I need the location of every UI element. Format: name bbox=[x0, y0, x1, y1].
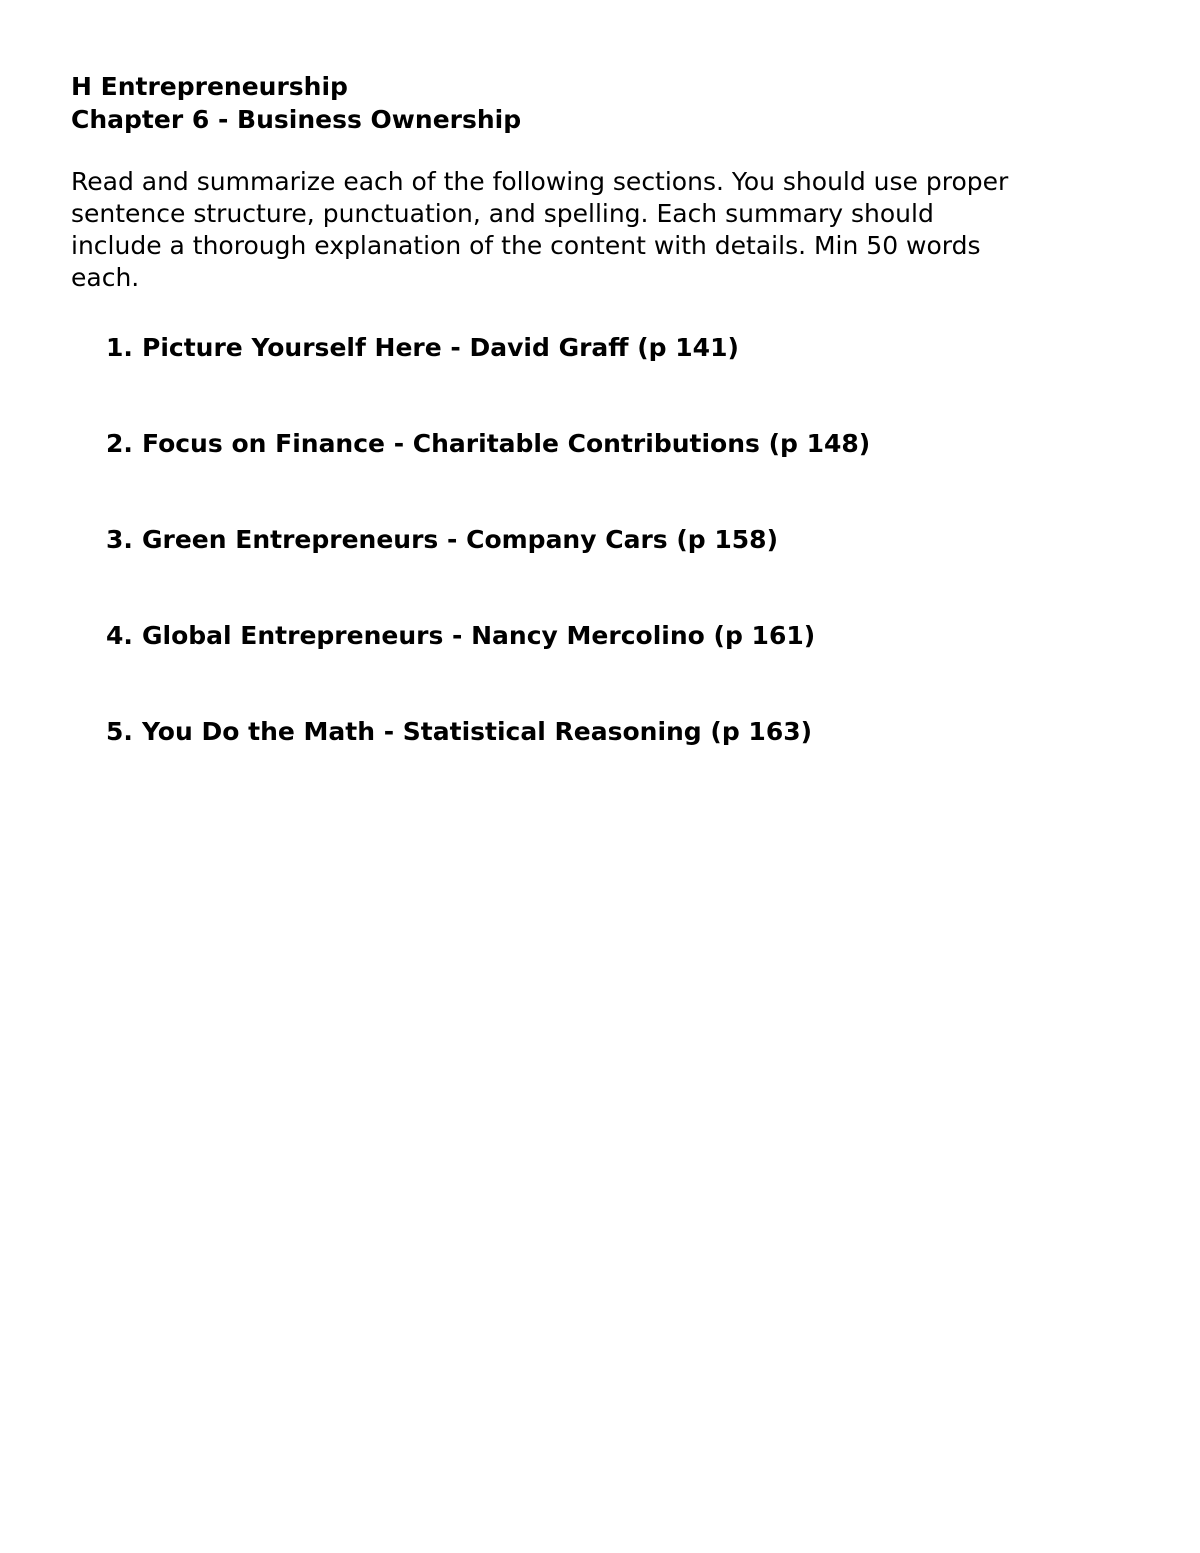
section-number: 3. bbox=[106, 525, 133, 554]
section-item-2 bbox=[106, 427, 1106, 523]
instructions-line: sentence structure, punctuation, and spelling. Each summary should bbox=[71, 199, 934, 228]
section-title: Picture Yourself Here - David Graff (p 141) bbox=[142, 333, 739, 362]
section-item-4 bbox=[106, 619, 1106, 715]
course-title: H Entrepreneurship bbox=[71, 72, 348, 101]
chapter-title: Chapter 6 - Business Ownership bbox=[71, 105, 522, 134]
section-number: 4. bbox=[106, 621, 133, 650]
instructions-line: include a thorough explanation of the content with details. Min 50 words bbox=[71, 231, 981, 260]
section-list bbox=[106, 331, 1106, 811]
section-title: Green Entrepreneurs - Company Cars (p 158) bbox=[142, 525, 778, 554]
document-header bbox=[71, 70, 1131, 136]
section-number: 2. bbox=[106, 429, 133, 458]
instructions-line: each. bbox=[71, 263, 140, 292]
section-item-1 bbox=[106, 331, 1106, 427]
section-item-3 bbox=[106, 523, 1106, 619]
section-number: 5. bbox=[106, 717, 133, 746]
section-title: Global Entrepreneurs - Nancy Mercolino (p 161) bbox=[142, 621, 816, 650]
section-title: Focus on Finance - Charitable Contributions (p 148) bbox=[142, 429, 871, 458]
instructions-paragraph bbox=[71, 166, 1131, 294]
section-number: 1. bbox=[106, 333, 133, 362]
section-item-5 bbox=[106, 715, 1106, 811]
section-title: You Do the Math - Statistical Reasoning (p 163) bbox=[142, 717, 813, 746]
instructions-line: Read and summarize each of the following sections. You should use proper bbox=[71, 167, 1009, 196]
